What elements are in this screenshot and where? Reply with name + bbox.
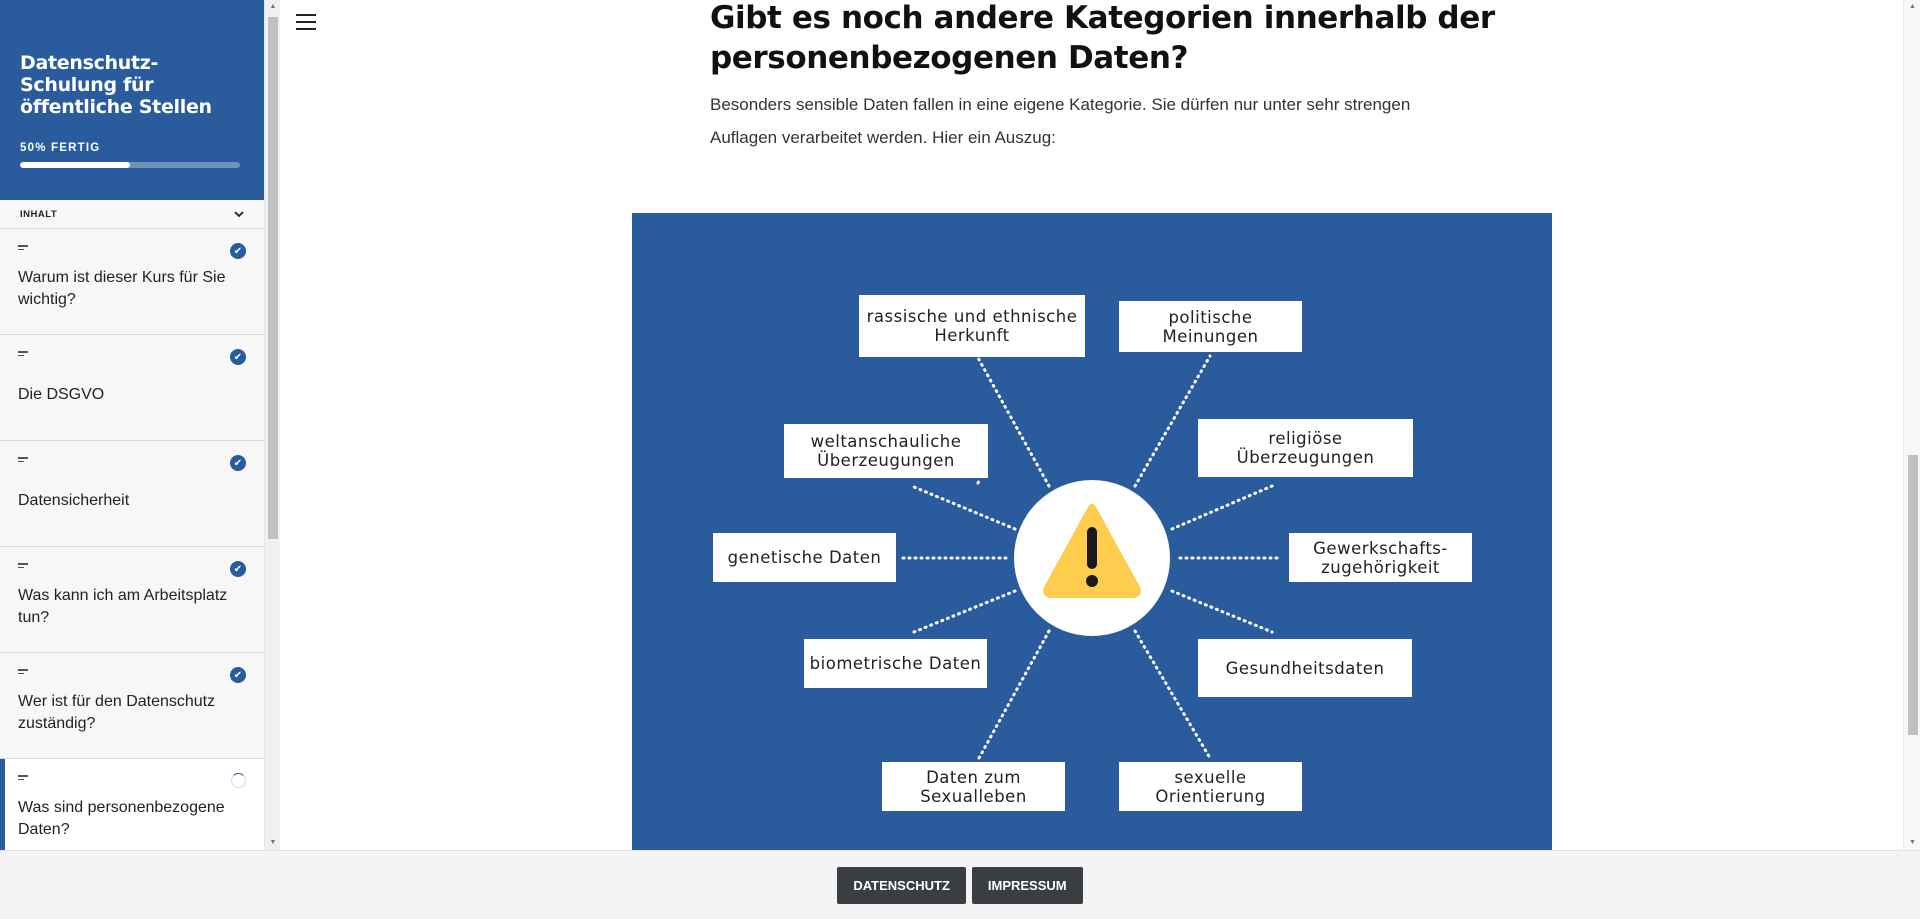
sidebar-lesson-item[interactable] — [0, 653, 264, 759]
scroll-up-arrow-icon[interactable]: ▲ — [1909, 3, 1916, 10]
course-sidebar — [0, 0, 264, 850]
sidebar-lesson-item-current[interactable] — [0, 759, 264, 850]
category-trade-union-membership: Gewerkschafts-zugehörigkeit — [1289, 533, 1472, 582]
toc-toggle[interactable] — [0, 200, 264, 229]
lesson-label: Was sind personenbezogene Daten? — [18, 798, 225, 838]
toc-label: INHALT — [20, 208, 58, 220]
category-genetic-data: genetische Daten — [713, 533, 896, 582]
page-footer — [0, 850, 1920, 919]
sidebar-lesson-item[interactable] — [0, 441, 264, 547]
scroll-down-arrow-icon[interactable]: ▼ — [1909, 839, 1916, 846]
lesson-heading: Gibt es noch andere Kategorien innerhalb der personenbezogenen Daten? — [710, 0, 1495, 76]
category-biometric-data: biometrische Daten — [804, 639, 987, 688]
complete-check-icon: ✔ — [230, 349, 246, 365]
lesson-intro-text: Besonders sensible Daten fallen in eine eigene Kategorie. Sie dürfen nur unter sehr strengen Auflagen verarbeitet werden. Hier ein Auszug: — [710, 95, 1411, 147]
category-health-data: Gesundheitsdaten — [1198, 639, 1412, 697]
chevron-down-icon — [234, 211, 244, 218]
scroll-down-arrow-icon[interactable]: ▼ — [269, 839, 277, 846]
sensitive-data-diagram — [632, 213, 1552, 850]
sidebar-lesson-item[interactable] — [0, 335, 264, 441]
lesson-label: Die DSGVO — [18, 385, 105, 403]
category-sex-life-data: Daten zum Sexualleben — [882, 762, 1065, 811]
complete-check-icon: ✔ — [230, 455, 246, 471]
sidebar-scrollbar[interactable] — [264, 0, 280, 850]
sidebar-lesson-item[interactable] — [0, 229, 264, 335]
complete-check-icon: ✔ — [230, 667, 246, 683]
category-sexual-orientation: sexuelle Orientierung — [1119, 762, 1302, 811]
progress-bar — [20, 162, 240, 168]
progress-bar-fill — [20, 162, 130, 168]
category-philosophical-beliefs: weltanschauliche Überzeugungen — [784, 424, 988, 478]
lesson-label: Wer ist für den Datenschutz zuständig? — [18, 692, 216, 732]
complete-check-icon: ✔ — [230, 561, 246, 577]
category-political-opinions: politische Meinungen — [1119, 301, 1302, 352]
lesson-label: Warum ist dieser Kurs für Sie wichtig? — [18, 268, 226, 308]
category-racial-ethnic-origin: rassische und ethnische Herkunft — [859, 295, 1085, 357]
main-scrollbar[interactable] — [1903, 0, 1920, 850]
category-religious-beliefs: religiöse Überzeugungen — [1198, 419, 1413, 477]
progress-label: 50% FERTIG — [20, 142, 101, 154]
scroll-up-arrow-icon[interactable]: ▲ — [269, 3, 277, 10]
main-scrollbar-thumb[interactable] — [1908, 455, 1918, 735]
complete-check-icon: ✔ — [230, 243, 246, 259]
sidebar-header — [0, 0, 264, 200]
diagram-connectors — [632, 213, 1552, 850]
menu-icon[interactable] — [296, 14, 316, 30]
lesson-label: Was kann ich am Arbeitsplatz tun? — [18, 586, 228, 626]
privacy-button[interactable]: DATENSCHUTZ — [837, 867, 966, 904]
imprint-button[interactable]: IMPRESSUM — [972, 867, 1083, 904]
sidebar-lesson-item[interactable] — [0, 547, 264, 653]
course-title: Datenschutz-Schulung für öffentliche Stellen — [20, 52, 212, 118]
sidebar-scrollbar-thumb[interactable] — [268, 17, 278, 539]
lesson-label: Datensicherheit — [18, 491, 130, 509]
